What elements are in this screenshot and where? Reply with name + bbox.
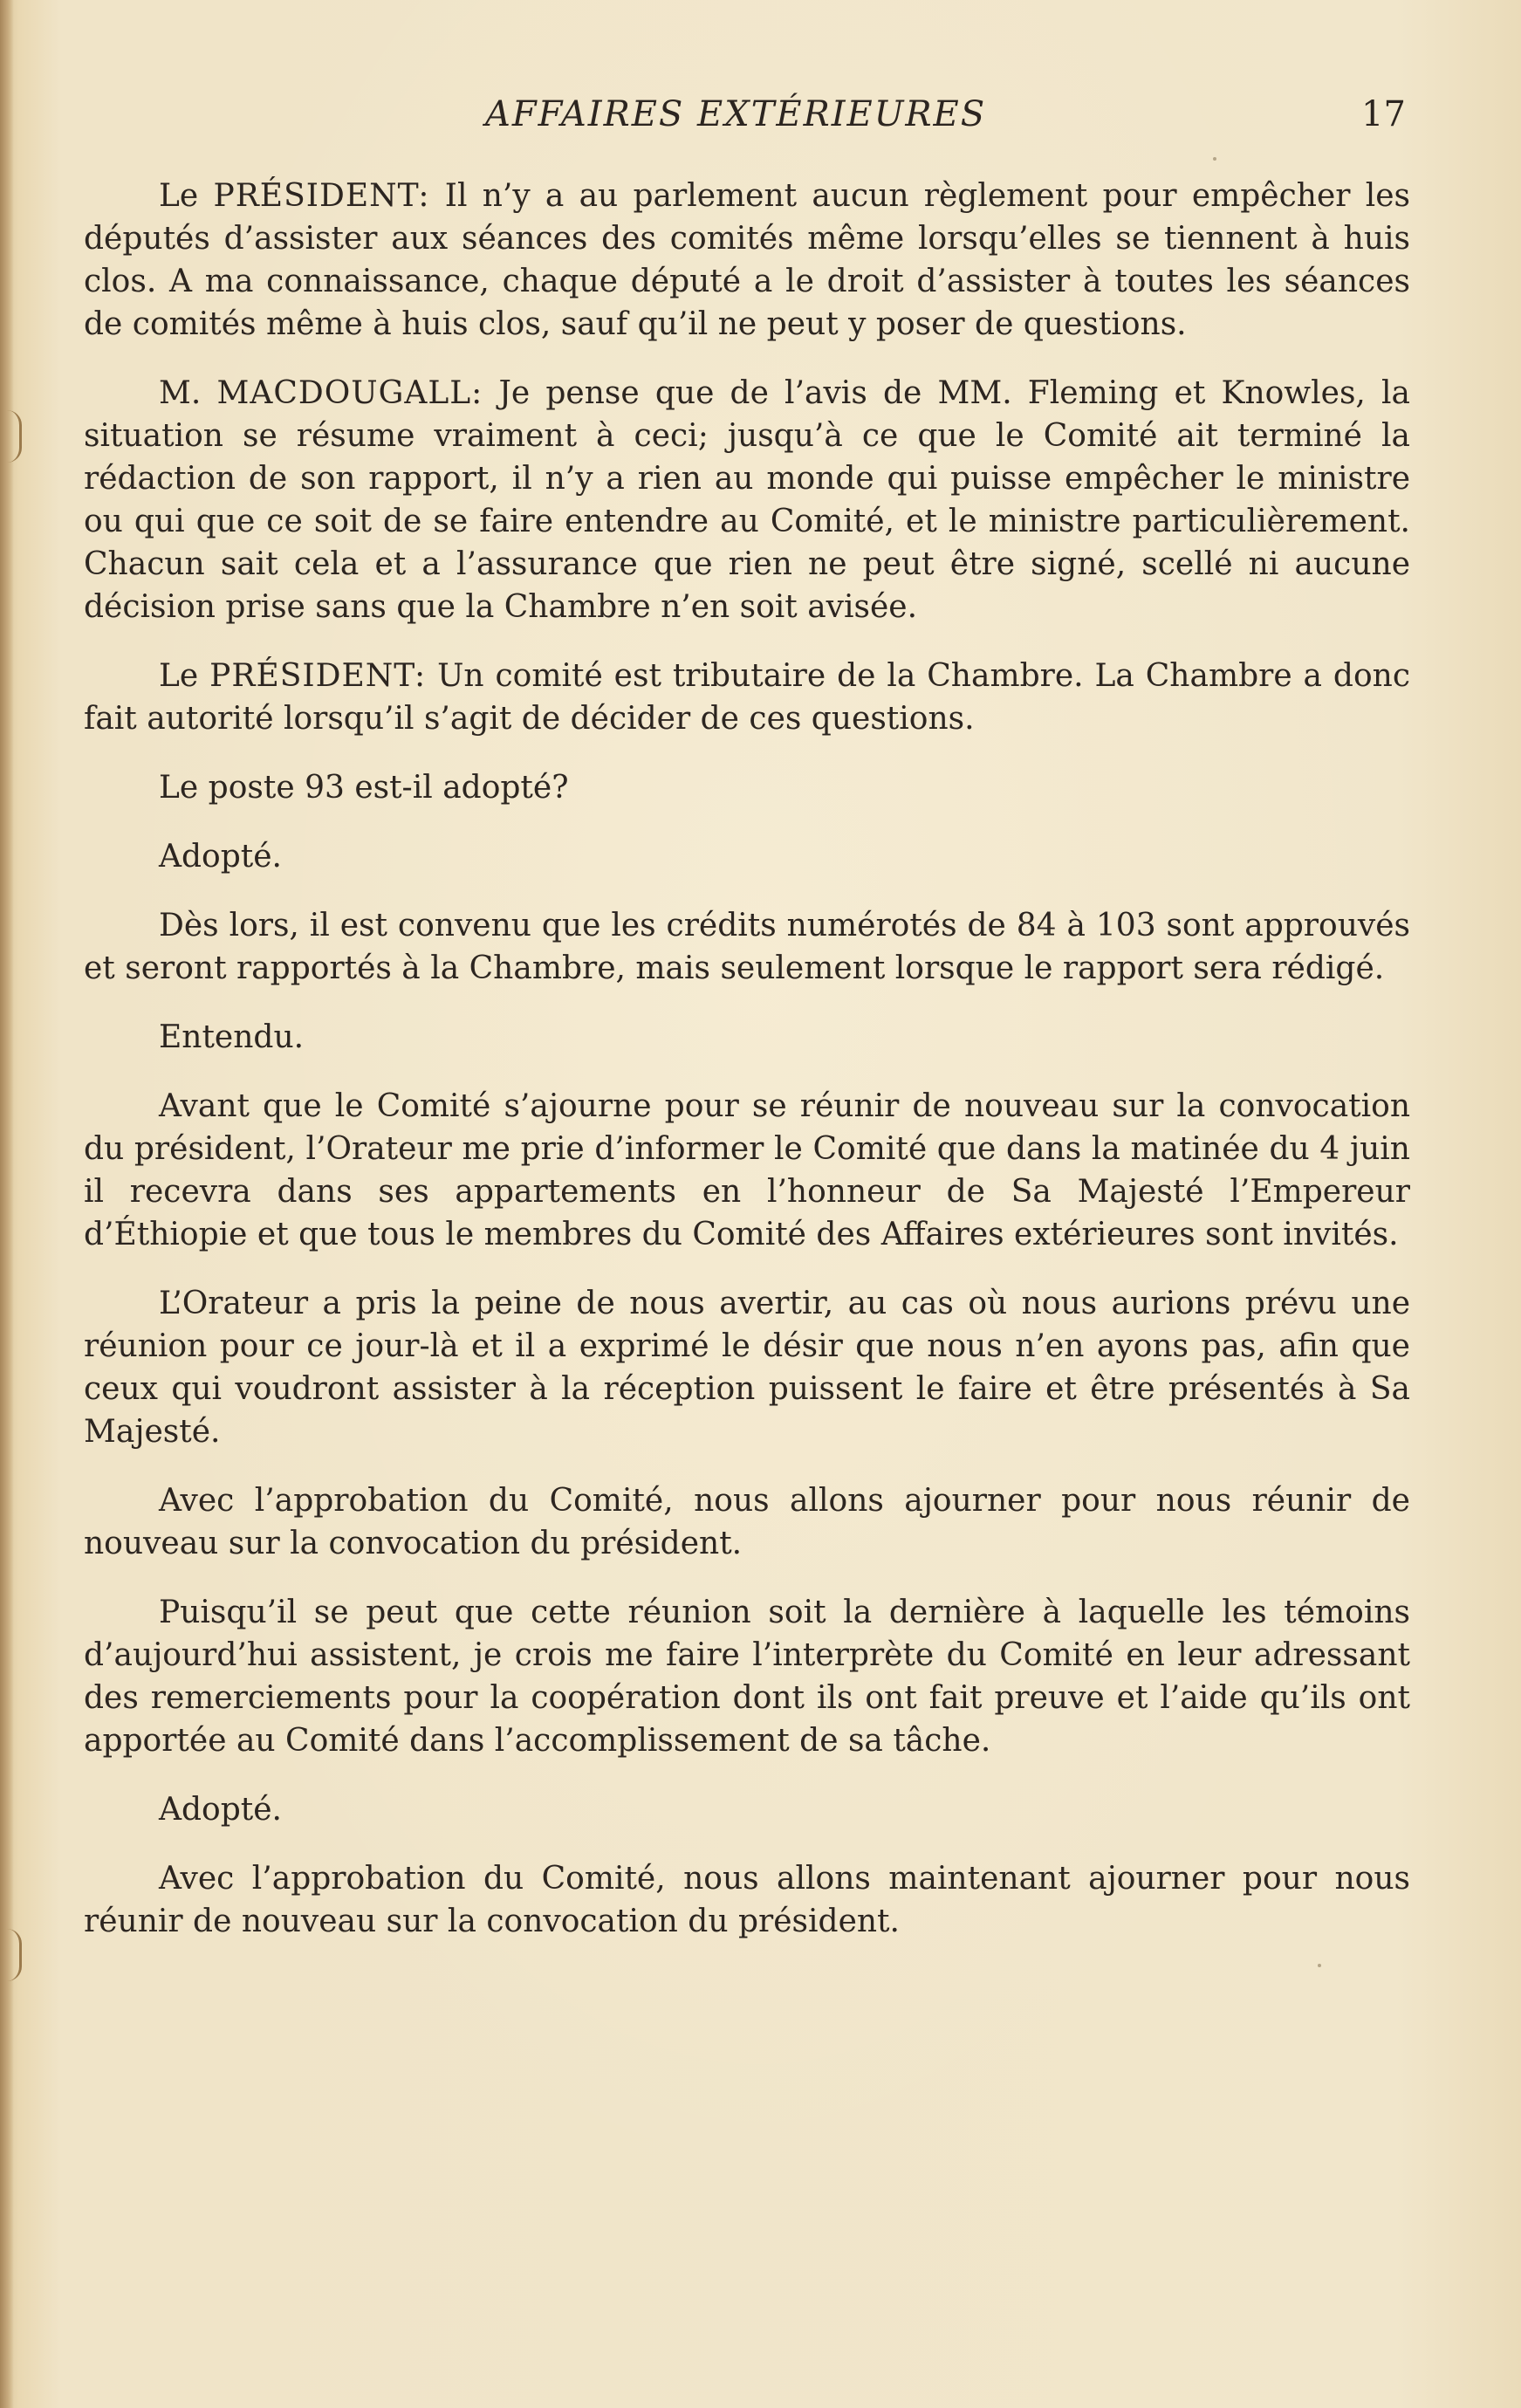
speaker-name: PRÉSIDENT: bbox=[213, 178, 430, 214]
paragraph-president-1 bbox=[84, 175, 1410, 346]
paragraph-text: Dès lors, il est convenu que les crédits numérotés de 84 à 103 sont approuvés et seront rapportés à la Chambre, mais seulement lorsque le rapport sera rédigé. bbox=[84, 908, 1410, 986]
paragraph-adjourn-2 bbox=[84, 1857, 1410, 1943]
paragraph-adjourn-1 bbox=[84, 1479, 1410, 1565]
paragraph-text: Un comité est tributaire de la Chambre. La Chambre a donc fait autorité lorsqu’il s’agit de décider de ces questions. bbox=[84, 658, 1410, 737]
speaker-title: Le bbox=[159, 658, 199, 694]
paragraph-text: Avant que le Comité s’ajourne pour se réunir de nouveau sur la convocation du président, l’Orateur me prie d’informer le Comité que dans la matinée du 4 juin il recevra dans ses appartements en l’honneur de Sa Majesté l’Empereur d’Éthiopie et que tous le membres du Comité des Affaires extérieures sont invités. bbox=[84, 1088, 1410, 1252]
paragraph-adopted-1 bbox=[84, 835, 1410, 878]
page-binding-edge bbox=[0, 0, 14, 2408]
paragraph-text: Le poste 93 est-il adopté? bbox=[159, 770, 569, 806]
speaker-name: PRÉSIDENT: bbox=[209, 658, 427, 694]
speaker-title: Le bbox=[159, 178, 199, 214]
running-title: AFFAIRES EXTÉRIEURES bbox=[485, 94, 987, 134]
paragraph-speaker-invitation bbox=[84, 1085, 1410, 1256]
paragraph-text: L’Orateur a pris la peine de nous avertir, au cas où nous aurions prévu une réunion pour ce jour-là et il a exprimé le désir que nous n’en ayons pas, afin que ceux qui voudront assister à la réception puissent le faire et être présentés à Sa Majesté. bbox=[84, 1286, 1410, 1450]
paragraph-macdougall bbox=[84, 372, 1410, 628]
paragraph-text: Il n’y a au parlement aucun règlement pour empêcher les députés d’assister aux séances des comités même lorsqu’elles se tiennent à huis clos. A ma connaissance, chaque député a le droit d’assister à toutes les séances de comités même à huis clos, sauf qu’il ne peut y poser de questions. bbox=[84, 178, 1410, 342]
paragraph-text: Adopté. bbox=[159, 1792, 282, 1828]
body-text bbox=[84, 175, 1410, 1969]
paragraph-text: Avec l’approbation du Comité, nous allons maintenant ajourner pour nous réunir de nouveau sur la convocation du président. bbox=[84, 1861, 1410, 1939]
paragraph-question-item-93 bbox=[84, 766, 1410, 809]
paragraph-speaker-notice bbox=[84, 1282, 1410, 1453]
binding-mark bbox=[7, 410, 22, 463]
page-number: 17 bbox=[1361, 94, 1406, 134]
paragraph-thanks-witnesses bbox=[84, 1591, 1410, 1762]
paragraph-text: Je pense que de l’avis de MM. Fleming et Knowles, la situation se résume vraiment à ceci; jusqu’à ce que le Comité ait terminé la rédaction de son rapport, il n’y a rien au monde qui puisse empêcher le ministre ou qui que ce soit de se faire entendre au Comité, et le ministre particulièrement. Chacun sait cela et a l’assurance que rien ne peut être signé, scellé ni aucune décision prise sans que la Chambre n’en soit avisée. bbox=[84, 375, 1410, 625]
paragraph-text: Adopté. bbox=[159, 839, 282, 875]
speaker-title: M. bbox=[159, 375, 202, 411]
speaker-name: MACDOUGALL: bbox=[216, 375, 483, 411]
paragraph-agreed bbox=[84, 1016, 1410, 1059]
paragraph-president-2 bbox=[84, 655, 1410, 740]
binding-mark bbox=[7, 1929, 22, 1981]
paragraph-text: Entendu. bbox=[159, 1019, 305, 1055]
paper-speck bbox=[1213, 157, 1216, 161]
page-header bbox=[0, 94, 1521, 147]
paragraph-text: Avec l’approbation du Comité, nous allons ajourner pour nous réunir de nouveau sur la convocation du président. bbox=[84, 1483, 1410, 1561]
paragraph-text: Puisqu’il se peut que cette réunion soit la dernière à laquelle les témoins d’aujourd’hui assistent, je crois me faire l’interprète du Comité en leur adressant des remerciements pour la coopération dont ils ont fait preuve et l’aide qu’ils ont apportée au Comité dans l’accomplissement de sa tâche. bbox=[84, 1595, 1410, 1759]
paragraph-adopted-2 bbox=[84, 1788, 1410, 1831]
paragraph-credits-approved bbox=[84, 904, 1410, 990]
